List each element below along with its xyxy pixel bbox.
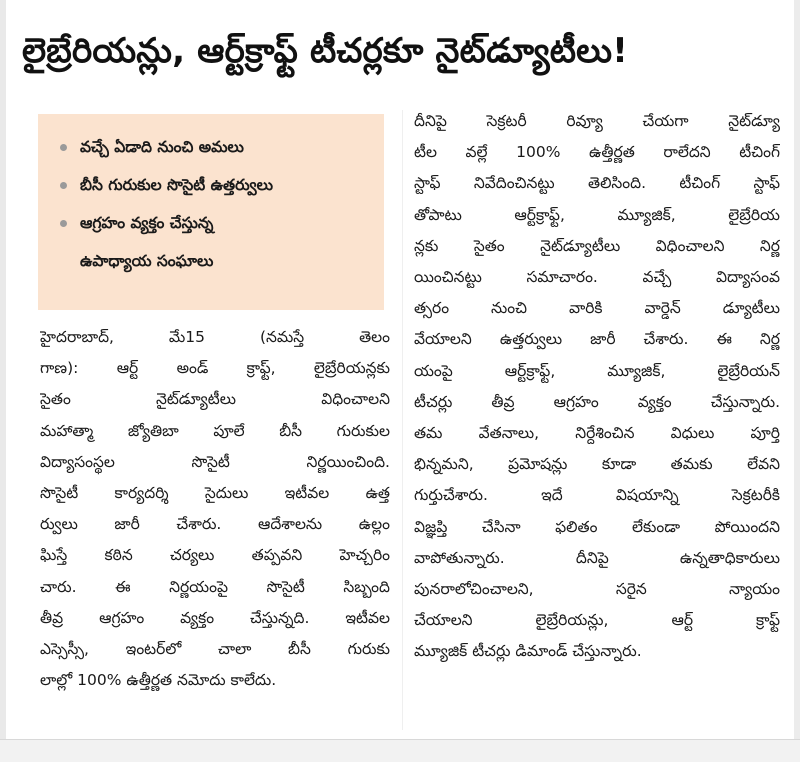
article-line: చారు. ఈ నిర్ణయంపై సొసైటీ సిబ్బంది xyxy=(40,577,390,596)
article-line: గుర్తుచేశారు. ఇదే విషయాన్ని సెక్రటరీకి xyxy=(414,486,780,505)
article-line: గాణ): ఆర్ట్ అండ్ క్రాఫ్ట్, లైబ్రేరియన్లకు xyxy=(40,359,390,378)
highlights-list xyxy=(38,114,384,280)
article-column-right xyxy=(414,106,780,668)
highlights-box xyxy=(38,114,384,310)
article-line: సైతం నైట్‌డ్యూటీలు విధించాలని xyxy=(40,390,390,409)
bullet-dot-icon xyxy=(60,182,67,189)
bullet-dot-icon xyxy=(60,144,67,151)
article-line: విద్యాసంస్థల సొసైటీ నిర్ణయించింది. xyxy=(40,452,390,471)
article-line: పునరాలోచించాలని, సరైన న్యాయం xyxy=(414,580,780,599)
article-line: తోపాటు ఆర్ట్‌క్రాఫ్ట్, మ్యూజిక్, లైబ్రేరియ xyxy=(414,205,780,224)
article-line: తీవ్ర ఆగ్రహం వ్యక్తం చేస్తున్నది. ఇటీవల xyxy=(40,608,390,627)
bottom-border xyxy=(0,739,800,762)
bullet-dot-icon xyxy=(60,220,67,227)
article-line: దీనిపై సెక్రటరీ రివ్యూ చేయగా నైట్‌డ్యూ xyxy=(414,112,780,130)
right-border xyxy=(794,0,800,762)
article-line: చేయాలని లైబ్రేరియన్లు, ఆర్ట్ క్రాఫ్ట్ xyxy=(414,611,780,630)
article-line: విజ్ఞప్తి చేసినా ఫలితం లేకుండా పోయిందని xyxy=(414,517,780,536)
article-line: సొసైటీ కార్యదర్శి సైదులు ఇటీవల ఉత్త xyxy=(40,484,390,503)
article-line: ఎస్సెస్సీ, ఇంటర్‌లో చాలా బీసీ గురుకు xyxy=(40,640,390,659)
article-line: ఘిస్తే కఠిన చర్యలు తప్పవని హెచ్చరిం xyxy=(40,546,390,565)
article-line: భిన్నమని, ప్రమోషన్లు కూడా తమకు లేవని xyxy=(414,455,780,474)
article-line: యంపై ఆర్ట్‌క్రాఫ్ట్, మ్యూజిక్, లైబ్రేరియన్ xyxy=(414,361,780,380)
article-line: వేయాలని ఉత్తర్వులు జారీ చేశారు. ఈ నిర్ణ xyxy=(414,330,780,349)
article-line: హైదరాబాద్, మే15 (నమస్తే తెలం xyxy=(40,328,390,346)
highlight-item xyxy=(60,204,384,280)
article-line: యించినట్టు సమాచారం. వచ్చే విద్యాసంవ xyxy=(414,268,780,287)
highlight-item xyxy=(60,128,384,166)
highlight-item xyxy=(60,166,384,204)
article-line: వాపోతున్నారు. దీనిపై ఉన్నతాధికారులు xyxy=(414,548,780,567)
highlight-text-line1: ఆగ్రహం వ్యక్తం చేస్తున్న xyxy=(80,214,214,232)
article-line: స్టాఫ్ నివేదించినట్టు తెలిసింది. టీచింగ్ స్టాఫ్ xyxy=(414,174,780,193)
article-line: లాల్లో 100% ఉత్తీర్ణత నమోదు కాలేదు. xyxy=(40,671,277,690)
column-divider xyxy=(402,110,403,730)
article-line: న్లకు సైతం నైట్‌డ్యూటీలు విధించాలని నిర్ణ xyxy=(414,236,780,255)
highlight-text: బీసీ గురుకుల సొసైటీ ఉత్తర్వులు xyxy=(80,176,273,194)
article-line: ర్వులు జారీ చేశారు. ఆదేశాలను ఉల్లం xyxy=(40,515,390,534)
highlight-text: వచ్చే ఏడాది నుంచి అమలు xyxy=(80,138,244,156)
article-line: మ్యూజిక్ టీచర్లు డిమాండ్ చేస్తున్నారు. xyxy=(414,642,642,661)
headline: లైబ్రేరియన్లు, ఆర్ట్‌క్రాఫ్ట్ టీచర్లకూ నైట్‌డ్యూటీలు! xyxy=(22,31,628,71)
article-line: మహాత్మా జ్యోతిబా పూలే బీసీ గురుకుల xyxy=(40,421,390,440)
highlight-text-line2: ఉపాధ్యాయ సంఘాలు xyxy=(80,252,214,270)
article-line: తమ వేతనాలు, నిర్దేశించిన విధులు పూర్తి xyxy=(414,424,780,443)
article-line: టీచర్లు తీవ్ర ఆగ్రహం వ్యక్తం చేస్తున్నారు. xyxy=(414,392,780,411)
article-line: త్సరం నుంచి వారికి వార్డెన్ డ్యూటీలు xyxy=(414,299,780,318)
left-border xyxy=(0,0,6,762)
article-line: టీల వల్లే 100% ఉత్తీర్ణత రాలేదని టీచింగ్ xyxy=(414,143,780,162)
article-column-left xyxy=(40,322,390,696)
